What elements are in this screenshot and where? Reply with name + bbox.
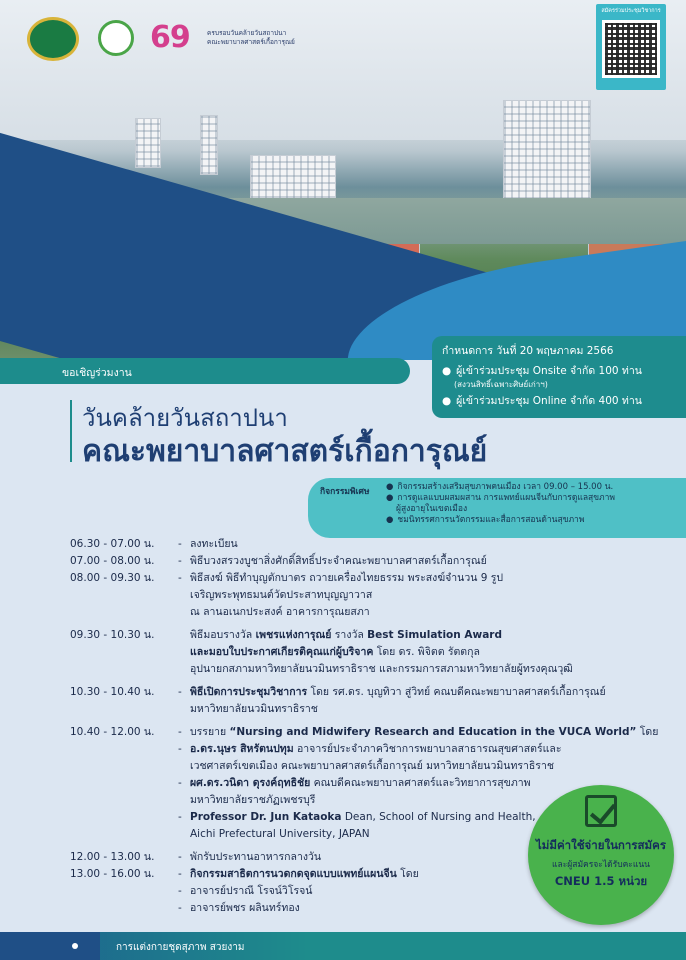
schedule-continuation: อุปนายกสภามหาวิทยาลัยนวมินทราธิราช และกรรมการสภามหาวิทยาลัยผู้ทรงคุณวุฒิ bbox=[190, 663, 573, 675]
event-date: กำหนดการ วันที่ 20 พฤษภาคม 2566 bbox=[442, 345, 614, 357]
schedule-desc: พิธีสงฆ์ พิธีทำบุญตักบาตร ถวายเครื่องไทยธรรม พระสงฆ์จำนวน 9 รูป bbox=[190, 572, 504, 584]
schedule-continuation: Aichi Prefectural University, JAPAN bbox=[190, 828, 370, 840]
schedule-continuation: เจริญพระพุทธมนต์วัดประสาทบุญญาวาส bbox=[190, 589, 373, 601]
speaker-name: อาจารย์ปราณี โรจน์วิโรจน์ bbox=[190, 885, 313, 897]
schedule-time: 06.30 - 07.00 น. bbox=[70, 538, 155, 550]
online-capacity: ผู้เข้าร่วมประชุม Online จำกัด 400 ท่าน bbox=[456, 395, 642, 407]
bullet-icon: ● bbox=[386, 493, 394, 503]
qr-label: สมัครร่วมประชุมวิชาการ bbox=[601, 8, 661, 14]
speaker-desc: อาจารย์ประจำภาควิชาการพยาบาลสาธารณสุขศาสตร์และ bbox=[293, 743, 562, 755]
schedule-row bbox=[70, 536, 670, 553]
university-logo bbox=[27, 17, 79, 61]
schedule-time: 12.00 - 13.00 น. bbox=[70, 851, 155, 863]
schedule-row bbox=[70, 570, 670, 587]
onsite-row bbox=[442, 365, 676, 378]
hero-cityscape-image bbox=[0, 0, 686, 360]
schedule-desc: พักรับประทานอาหารกลางวัน bbox=[190, 851, 322, 863]
speaker-desc: Dean, School of Nursing and Health, bbox=[341, 811, 536, 823]
text: กิจกรรมสาธิตการนวดกดจุดแบบแพทย์แผนจีน bbox=[190, 868, 397, 880]
schedule-desc bbox=[190, 627, 670, 644]
bullet-icon: ● bbox=[386, 482, 394, 492]
schedule-time: 10.40 - 12.00 น. bbox=[70, 726, 155, 738]
schedule-dash bbox=[178, 627, 190, 644]
text: พิธีเปิดการประชุมวิชาการ bbox=[190, 686, 308, 698]
speaker bbox=[190, 741, 670, 758]
anniversary-caption-line1: ครบรอบวันคล้ายวันสถาปนา bbox=[207, 29, 287, 37]
schedule-time: 09.30 - 10.30 น. bbox=[70, 629, 155, 641]
building bbox=[135, 118, 161, 168]
schedule-continuation: ณ ลานอเนกประสงค์ อาคารการุณยสภา bbox=[190, 606, 370, 618]
schedule-dash: - bbox=[178, 885, 182, 897]
text: โดย ดร. พิจิตต รัตตกุล bbox=[373, 646, 480, 658]
footer-accent bbox=[0, 932, 100, 960]
bullet-icon bbox=[72, 943, 78, 949]
special-item-text: ชมนิทรรศการนวัตกรรมและสื่อการสอนด้านสุขภาพ bbox=[397, 515, 585, 525]
special-activities-label: กิจกรรมพิเศษ bbox=[320, 487, 370, 497]
anniversary-caption bbox=[207, 29, 295, 47]
registration-qr-panel[interactable] bbox=[596, 4, 666, 90]
text: รางวัล bbox=[331, 629, 368, 641]
schedule-dash: - bbox=[178, 811, 182, 823]
schedule-dash: - bbox=[178, 851, 182, 863]
faculty-logo bbox=[98, 20, 134, 56]
schedule-desc: ลงทะเบียน bbox=[190, 538, 238, 550]
onsite-note: (สงวนสิทธิ์เฉพาะศิษย์เก่าฯ) bbox=[454, 380, 548, 389]
badge-line2: และผู้สมัครจะได้รับคะแนน bbox=[552, 860, 650, 870]
award-name: เพชรแห่งการุณย์ bbox=[255, 629, 332, 641]
schedule-row bbox=[70, 684, 670, 701]
schedule-dash: - bbox=[178, 572, 182, 584]
schedule-continuation: มหาวิทยาลัยราชภัฏเพชรบุรี bbox=[190, 794, 316, 806]
text: โดย bbox=[636, 726, 659, 738]
text: โดย รศ.ดร. บุญทิวา สู่วิทย์ คณบดีคณะพยาบาลศาสตร์เกื้อการุณย์ bbox=[307, 686, 606, 698]
anniversary-caption-line2: คณะพยาบาลศาสตร์เกื้อการุณย์ bbox=[207, 38, 295, 46]
bullet-icon: ● bbox=[442, 395, 452, 407]
schedule-time: 08.00 - 09.30 น. bbox=[70, 572, 155, 584]
schedule-dash: - bbox=[178, 538, 182, 550]
special-activities-list bbox=[386, 482, 615, 538]
text: และมอบใบประกาศเกียรติคุณแก่ผู้บริจาค bbox=[190, 646, 374, 658]
invite-banner: ขอเชิญร่วมงาน bbox=[0, 358, 410, 384]
list-item bbox=[386, 515, 615, 526]
schedule-continuation bbox=[70, 644, 670, 661]
building bbox=[250, 155, 336, 199]
schedule-row bbox=[70, 724, 670, 741]
free-registration-badge bbox=[528, 785, 674, 925]
title-line1: วันคล้ายวันสถาปนา bbox=[82, 404, 288, 432]
bullet-icon: ● bbox=[386, 515, 394, 525]
schedule-desc bbox=[190, 724, 670, 741]
dress-code: การแต่งกายชุดสุภาพ สวยงาม bbox=[116, 942, 245, 953]
speaker-name: อาจารย์พชร ผลินทร์ทอง bbox=[190, 902, 300, 914]
special-item-text: กิจกรรมสร้างเสริมสุขภาพคนเมือง เวลา 09.00 – 15.00 น. bbox=[397, 482, 614, 492]
schedule-dash: - bbox=[178, 902, 182, 914]
badge-line3: CNEU 1.5 หน่วย bbox=[554, 874, 648, 888]
onsite-capacity: ผู้เข้าร่วมประชุม Onsite จำกัด 100 ท่าน bbox=[456, 365, 642, 377]
qr-code-icon[interactable] bbox=[602, 20, 660, 78]
schedule-continuation: มหาวิทยาลัยนวมินทราธิราช bbox=[190, 703, 318, 715]
special-activities bbox=[308, 478, 686, 538]
online-row bbox=[442, 395, 676, 408]
special-item-text: ผู้สูงอายุในเขตเมือง bbox=[396, 504, 468, 514]
schedule-desc bbox=[190, 684, 670, 701]
building bbox=[200, 115, 218, 175]
speaker-name: อ.ดร.นุษร สิหรัตนปทุม bbox=[190, 743, 294, 755]
lecture-title: “Nursing and Midwifery Research and Education in the VUCA World” bbox=[229, 726, 637, 738]
schedule-dash: - bbox=[178, 555, 182, 567]
speaker-name: Professor Dr. Jun Kataoka bbox=[190, 811, 342, 823]
schedule-desc: พิธีบวงสรวงบูชาสิ่งศักดิ์สิทธิ์ประจำคณะพยาบาลศาสตร์เกื้อการุณย์ bbox=[190, 555, 487, 567]
bullet-icon: ● bbox=[442, 365, 452, 377]
checkbox-check-icon bbox=[585, 795, 617, 827]
speaker-desc: คณบดีคณะพยาบาลศาสตร์และวิทยาการสุขภาพ bbox=[310, 777, 531, 789]
text: บรรยาย bbox=[190, 726, 230, 738]
list-item bbox=[386, 482, 615, 493]
schedule-time: 07.00 - 08.00 น. bbox=[70, 555, 155, 567]
schedule-continuation: เวชศาสตร์เขตเมือง คณะพยาบาลศาสตร์เกื้อการุณย์ มหาวิทยาลัยนวมินทราธิราช bbox=[190, 760, 554, 772]
list-item bbox=[386, 493, 615, 504]
badge-line1: ไม่มีค่าใช้จ่ายในการสมัคร bbox=[536, 838, 666, 852]
date-card bbox=[432, 336, 686, 418]
award-title: Best Simulation Award bbox=[367, 629, 503, 641]
speaker-name: ผศ.ดร.วนิดา ดุรงค์ฤทธิชัย bbox=[190, 777, 311, 789]
schedule-time: 10.30 - 10.40 น. bbox=[70, 686, 155, 698]
speaker-row bbox=[70, 741, 670, 758]
schedule-dash: - bbox=[178, 868, 182, 880]
schedule-dash: - bbox=[178, 726, 182, 738]
schedule-dash: - bbox=[178, 743, 182, 755]
text: โดย bbox=[396, 868, 419, 880]
schedule-row bbox=[70, 553, 670, 570]
schedule-dash: - bbox=[178, 777, 182, 789]
footer-bar bbox=[0, 932, 686, 960]
text: พิธีมอบรางวัล bbox=[190, 629, 256, 641]
schedule-time: 13.00 - 16.00 น. bbox=[70, 868, 155, 880]
list-item bbox=[386, 504, 615, 515]
title-accent-rule bbox=[70, 400, 72, 462]
anniversary-69-logo: 69 bbox=[150, 20, 190, 55]
title-line2: คณะพยาบาลศาสตร์เกื้อการุณย์ bbox=[82, 434, 488, 469]
schedule-row bbox=[70, 627, 670, 644]
special-item-text: การดูแลแบบผสมผสาน การแพทย์แผนจีนกับการดูแลสุขภาพ bbox=[397, 493, 616, 503]
schedule-dash: - bbox=[178, 686, 182, 698]
